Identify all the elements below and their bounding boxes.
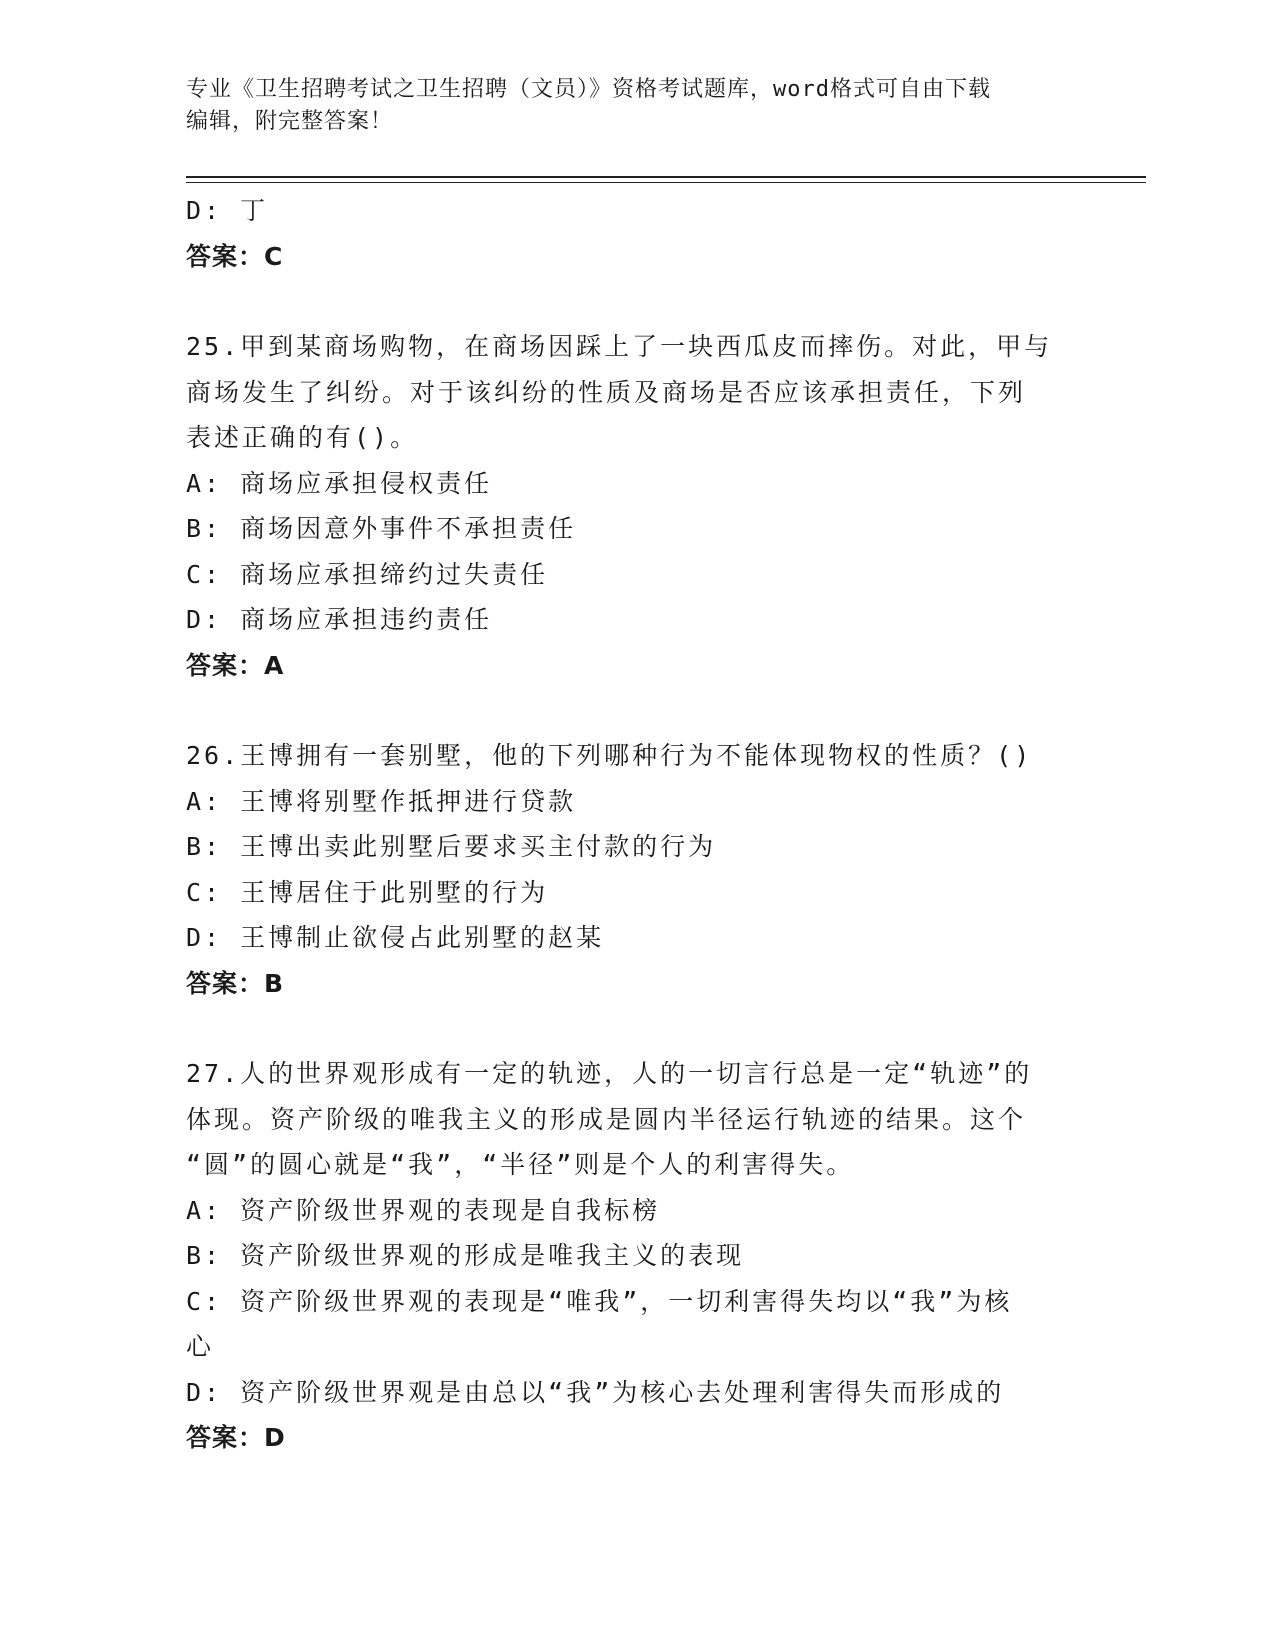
option-c: C: 商场应承担缔约过失责任 — [186, 559, 549, 589]
option-d: D: 资产阶级世界观是由总以“我”为核心去处理利害得失而形成的 — [186, 1377, 1005, 1407]
option-d: D: 商场应承担违约责任 — [186, 605, 493, 634]
answer-line: 答案：A — [186, 650, 285, 680]
option-d: D: 王博制止欲侵占此别墅的赵某 — [186, 923, 605, 952]
header-divider-thin — [186, 182, 1146, 183]
question-25 — [186, 324, 1066, 688]
header-line-1: 专业《卫生招聘考试之卫生招聘（文员）》资格考试题库，word格式可自由下载 — [186, 77, 991, 102]
header-line-2: 编辑，附完整答案！ — [186, 109, 394, 134]
question-stem-line: 25.甲到某商场购物，在商场因踩上了一块西瓜皮而摔伤。对此，甲与 — [186, 332, 1053, 361]
document-header — [186, 74, 1066, 138]
question-26 — [186, 733, 1066, 1006]
option-c-continued: 心 — [186, 1332, 215, 1361]
answer-line: 答案：C — [186, 241, 284, 271]
spacer — [186, 279, 1066, 324]
question-stem-line: 27.人的世界观形成有一定的轨迹，人的一切言行总是一定“轨迹”的 — [186, 1059, 1033, 1088]
option-b: B: 王博出卖此别墅后要求买主付款的行为 — [186, 832, 717, 861]
answer-line: 答案：B — [186, 968, 285, 998]
question-stem-line: 26.王博拥有一套别墅，他的下列哪种行为不能体现物权的性质？() — [186, 741, 1033, 770]
previous-question-tail — [186, 188, 1066, 279]
question-stem-line: 商场发生了纠纷。对于该纠纷的性质及商场是否应该承担责任，下列 — [186, 377, 1027, 407]
answer-line: 答案：D — [186, 1423, 286, 1452]
question-stem-line: 表述正确的有()。 — [186, 423, 419, 452]
header-divider-thick — [186, 176, 1146, 178]
document-body — [186, 188, 1066, 1461]
option-d: D: 丁 — [186, 196, 269, 225]
option-a: A: 商场应承担侵权责任 — [186, 468, 493, 498]
option-c: C: 资产阶级世界观的表现是“唯我”，一切利害得失均以“我”为核 — [186, 1286, 1013, 1316]
option-b: B: 商场因意外事件不承担责任 — [186, 514, 577, 543]
spacer — [186, 688, 1066, 733]
question-stem-line: “圆”的圆心就是“我”，“半径”则是个人的利害得失。 — [186, 1150, 855, 1179]
option-b: B: 资产阶级世界观的形成是唯我主义的表现 — [186, 1241, 745, 1270]
option-a: A: 资产阶级世界观的表现是自我标榜 — [186, 1195, 661, 1225]
question-27 — [186, 1051, 1066, 1461]
option-a: A: 王博将别墅作抵押进行贷款 — [186, 786, 577, 816]
question-stem-line: 体现。资产阶级的唯我主义的形成是圆内半径运行轨迹的结果。这个 — [186, 1104, 1027, 1134]
spacer — [186, 1006, 1066, 1051]
option-c: C: 王博居住于此别墅的行为 — [186, 877, 549, 907]
